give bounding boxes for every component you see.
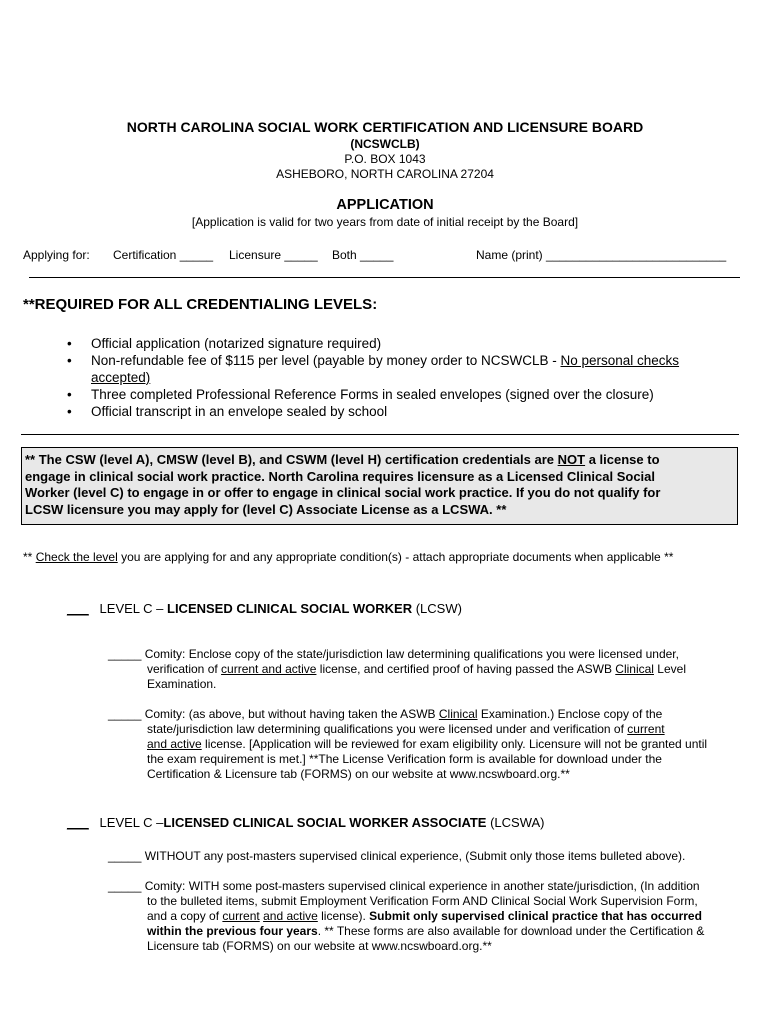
board-title: NORTH CAROLINA SOCIAL WORK CERTIFICATION AND LICENSURE BOARD bbox=[126, 119, 644, 135]
both-field[interactable]: Both _____ bbox=[332, 248, 394, 262]
application-heading: APPLICATION bbox=[336, 197, 434, 213]
lcsw-comity-line: and active license. [Application will be reviewed for exam eligibility only. Licensure will not be granted until bbox=[147, 737, 708, 751]
lcswa-comity-line: within the previous four years. ** These forms are also available for download under the Certification & bbox=[147, 924, 705, 938]
lcsw-comity-line: the exam requirement is met.] **The License Verification form is available for download under the bbox=[147, 752, 662, 766]
notice-line: LCSW licensure you may apply for (level C) Associate License as a LCSWA. ** bbox=[25, 501, 507, 517]
lcswa-level-checkbox[interactable]: ___ LEVEL C –LICENSED CLINICAL SOCIAL WORKER ASSOCIATE (LCSWA) bbox=[67, 815, 545, 830]
lcswa-comity-line: to the bulleted items, submit Employment Verification Form AND Clinical Social Work Supervision Form, bbox=[147, 894, 698, 908]
lcsw-comity-option[interactable]: _____ Comity: Enclose copy of the state/jurisdiction law determining qualifications you were licensed under, bbox=[108, 647, 679, 661]
check-level-note: ** Check the level you are applying for and any appropriate condition(s) - attach appropriate documents when applicable ** bbox=[23, 550, 674, 564]
required-heading: **REQUIRED FOR ALL CREDENTIALING LEVELS: bbox=[23, 296, 378, 313]
lcsw-comity-line: state/jurisdiction law determining qualifications you were licensed under and verification of current bbox=[147, 722, 665, 736]
notice-line: ** The CSW (level A), CMSW (level B), and CSWM (level H) certification credentials are NOT a license to bbox=[25, 452, 660, 467]
name-print-field[interactable]: Name (print) ___________________________ bbox=[476, 248, 727, 262]
lcsw-comity-line: Certification & Licensure tab (FORMS) on our website at www.ncswboard.org.** bbox=[147, 767, 570, 781]
certification-field[interactable]: Certification _____ bbox=[113, 248, 214, 262]
lcsw-comity-line: Examination. bbox=[147, 677, 217, 691]
lcsw-level-checkbox[interactable]: ___ LEVEL C – LICENSED CLINICAL SOCIAL WORKER (LCSW) bbox=[67, 601, 462, 616]
notice-line: engage in clinical social work practice. North Carolina requires licensure as a Licensed Clinical Social bbox=[25, 468, 656, 484]
divider bbox=[21, 434, 739, 435]
lcsw-comity-exam-option[interactable]: _____ Comity: (as above, but without having taken the ASWB Clinical Examination.) Enclose copy of the bbox=[108, 707, 663, 721]
divider bbox=[29, 277, 740, 278]
po-box: P.O. BOX 1043 bbox=[344, 152, 426, 166]
applying-for-label: Applying for: bbox=[23, 248, 90, 262]
notice-line: Worker (level C) to engage in or offer to engage in clinical social work practice. If you do not qualify for bbox=[25, 485, 661, 500]
lcswa-comity-line: and a copy of current and active license). Submit only supervised clinical practice that has occurred bbox=[147, 909, 702, 923]
licensure-notice-box bbox=[21, 447, 738, 525]
licensure-field[interactable]: Licensure _____ bbox=[229, 248, 318, 262]
lcsw-comity-line: verification of current and active license, and certified proof of having passed the ASWB Clinical Level bbox=[147, 662, 686, 676]
lcswa-comity-option[interactable]: _____ Comity: WITH some post-masters supervised clinical experience in another state/jurisdiction, (In addition bbox=[108, 879, 700, 893]
lcswa-comity-line: Licensure tab (FORMS) on our website at www.ncswboard.org.** bbox=[147, 939, 492, 953]
no-personal-checks: No personal checks bbox=[560, 353, 680, 368]
board-abbreviation: (NCSWCLB) bbox=[350, 137, 420, 151]
lcswa-without-option[interactable]: _____ WITHOUT any post-masters supervised clinical experience, (Submit only those items bulleted above). bbox=[108, 849, 686, 863]
validity-note: [Application is valid for two years from date of initial receipt by the Board] bbox=[191, 215, 579, 229]
city-address: ASHEBORO, NORTH CAROLINA 27204 bbox=[276, 167, 494, 181]
